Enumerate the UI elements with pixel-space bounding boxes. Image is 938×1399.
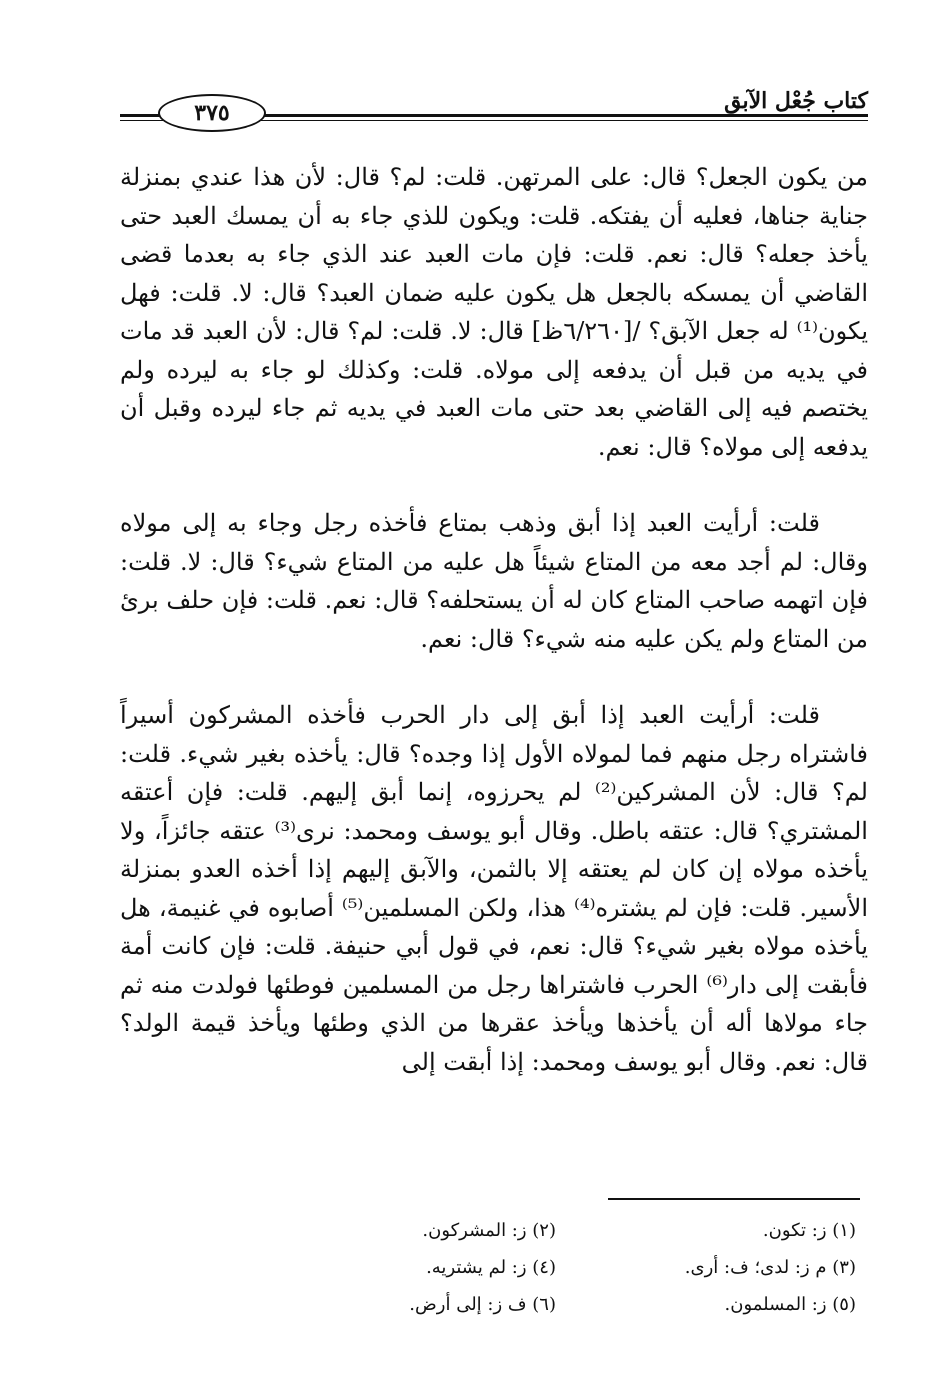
footnote: (٣) م ز: لدى؛ ف: أرى. <box>684 1257 856 1278</box>
book-title: كتاب جُعْل الآبق <box>724 88 868 114</box>
paragraph: قلت: أرأيت العبد إذا أبق وذهب بمتاع فأخذه رجل وجاء به إلى مولاه وقال: لم أجد معه من المتاع شيئاً هل عليه من المتاع شيء؟ قال: لا. قلت: فإن اتهمه صاحب المتاع كان له أن يستحلفه؟ قال: نعم. قلت: فإن حلف برئ من المتاع ولم يكن عليه منه شيء؟ قال: نعم. <box>120 509 868 653</box>
paragraph: من يكون الجعل؟ قال: على المرتهن. قلت: لم؟ قال: لأن هذا عندي بمنزلة جناية جناها، فعليه أن يفتكه. قلت: ويكون للذي جاء به أن يمسك العبد حتى يأخذ جعله؟ قال: نعم. قلت: فإن مات العبد عند الذي جاء به بعدما قضى القاضي أن يمسكه بالجعل هل يكون عليه ضمان العبد؟ قال: لا. قلت: فهل يكون⁽¹⁾ له جعل الآبق؟ /[٦/٢٦٠ظ] قال: لا. قلت: لم؟ قال: لأن العبد قد مات في يديه من قبل أن يدفعه إلى مولاه. قلت: وكذلك لو جاء به ليرده ولم يختصم فيه إلى القاضي بعد حتى مات العبد في يديه ثم جاء ليرده وقبل أن يدفعه إلى مولاه؟ قال: نعم. <box>120 163 868 461</box>
page-number: ٣٧٥ <box>158 94 266 132</box>
page-header <box>120 88 868 138</box>
footnote-row <box>120 1286 868 1323</box>
footnote: (١) ز: تكون. <box>762 1220 856 1241</box>
footnote: (٢) ز: المشركون. <box>422 1220 556 1241</box>
footnote-separator <box>608 1198 860 1200</box>
paragraph: قلت: أرأيت العبد إذا أبق إلى دار الحرب فأخذه المشركون أسيراً فاشتراه رجل منهم فما لمولاه الأول إذا وجده؟ قال: يأخذه بغير شيء. قلت: لم؟ قال: لأن المشركين⁽²⁾ لم يحرزوه، إنما أبق إليهم. قلت: فإن أعتقه المشتري؟ قال: عتقه باطل. وقال أبو يوسف ومحمد: نرى⁽³⁾ عتقه جائزاً، ولا يأخذه مولاه إن كان لم يعتقه إلا بالثمن، والآبق إليهم إذا أخذه العدو بمنزلة الأسير. قلت: فإن لم يشتره⁽⁴⁾ هذا، ولكن المسلمين⁽⁵⁾ أصابوه في غنيمة، هل يأخذه مولاه بغير شيء؟ قال: نعم، في قول أبي حنيفة. قلت: فإن كانت أمة فأبقت إلى دار⁽⁶⁾ الحرب فاشتراها رجل من المسلمين فوطئها فولدت منه ثم جاء مولاها أله أن يأخذها ويأخذ عقرها من الذي وطئها ويأخذ قيمة الولد؟ قال: نعم. وقال أبو يوسف ومحمد: إذا أبقت إلى <box>120 701 868 1076</box>
main-text <box>120 158 868 1081</box>
footnote-row <box>120 1212 868 1249</box>
footnote-row <box>120 1249 868 1286</box>
footnotes <box>120 1212 868 1323</box>
footnote: (٥) ز: المسلمون. <box>724 1294 856 1315</box>
footnote: (٦) ف ز: إلى أرض. <box>409 1294 556 1315</box>
footnote: (٤) ز: لم يشتريه. <box>426 1257 556 1278</box>
